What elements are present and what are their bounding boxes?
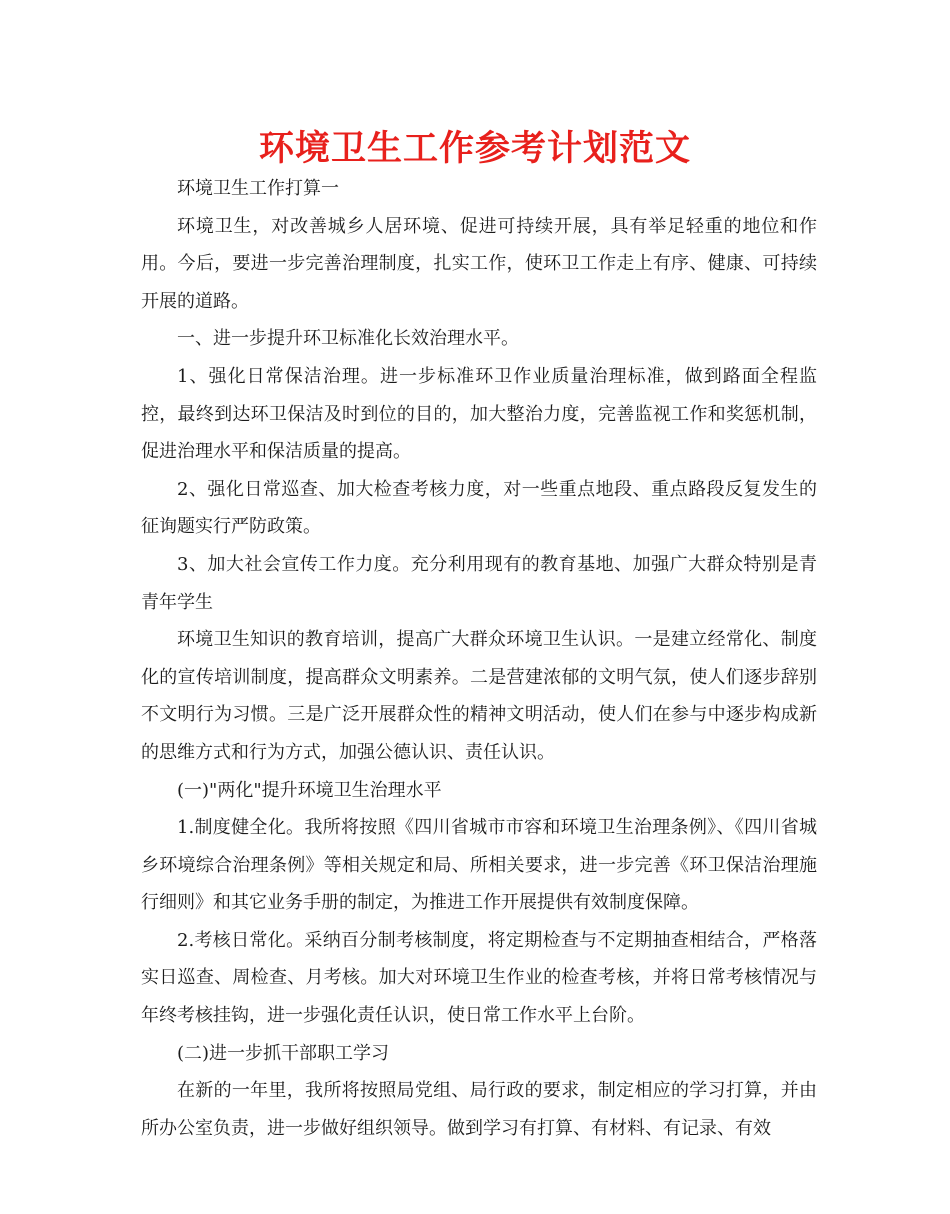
paragraph: 环境卫生知识的教育培训，提高广大群众环境卫生认识。一是建立经常化、制度化的宣传培训制度，提高群众文明素养。二是营建浓郁的文明气氛，使人们逐步辞别不文明行为习惯。三是广泛开展群众性的精神文明活动，使人们在参与中逐步构成新的思维方式和行为方式，加强公德认识、责任认识。 (141, 629, 817, 763)
paragraph: (一)"两化"提升环境卫生治理水平 (177, 779, 442, 801)
paragraph: 一、进一步提升环卫标准化长效治理水平。 (177, 328, 519, 350)
paragraph: 环境卫生工作打算一 (177, 178, 339, 199)
paragraph: 1.制度健全化。我所将按照《四川省城市市容和环境卫生治理条例》、《四川省城乡环境综合治理条例》等相关规定和局、所相关要求，进一步完善《环卫保洁治理施行细则》和其它业务手册的制定，为推进工作开展提供有效制度保障。 (141, 817, 817, 914)
document-title: 环境卫生工作参考计划范文 (258, 128, 691, 169)
paragraph: 1、强化日常保洁治理。进一步标准环卫作业质量治理标准，做到路面全程监控，最终到达环卫保洁及时到位的目的，加大整治力度，完善监视工作和奖惩机制，促进治理水平和保洁质量的提高。 (141, 365, 817, 463)
paragraph: 环境卫生，对改善城乡人居环境、促进可持续开展，具有举足轻重的地位和作用。今后，要进一步完善治理制度，扎实工作，使环卫工作走上有序、健康、可持续开展的道路。 (141, 215, 817, 312)
paragraph: 2、强化日常巡查、加大检查考核力度，对一些重点地段、重点路段反复发生的征询题实行严防政策。 (141, 478, 817, 538)
paragraph: 2.考核日常化。采纳百分制考核制度，将定期检查与不定期抽查相结合，严格落实日巡查、周检查、月考核。加大对环境卫生作业的检查考核，并将日常考核情况与年终考核挂钩，进一步强化责任认识，使日常工作水平上台阶。 (141, 929, 817, 1027)
document-body (141, 170, 817, 1147)
paragraph: 3、加大社会宣传工作力度。充分利用现有的教育基地、加强广大群众特别是青青年学生 (141, 553, 817, 613)
paragraph: (二)进一步抓干部职工学习 (177, 1042, 390, 1064)
paragraph: 在新的一年里，我所将按照局党组、局行政的要求，制定相应的学习打算，并由所办公室负责，进一步做好组织领导。做到学习有打算、有材料、有记录、有效 (141, 1080, 817, 1139)
